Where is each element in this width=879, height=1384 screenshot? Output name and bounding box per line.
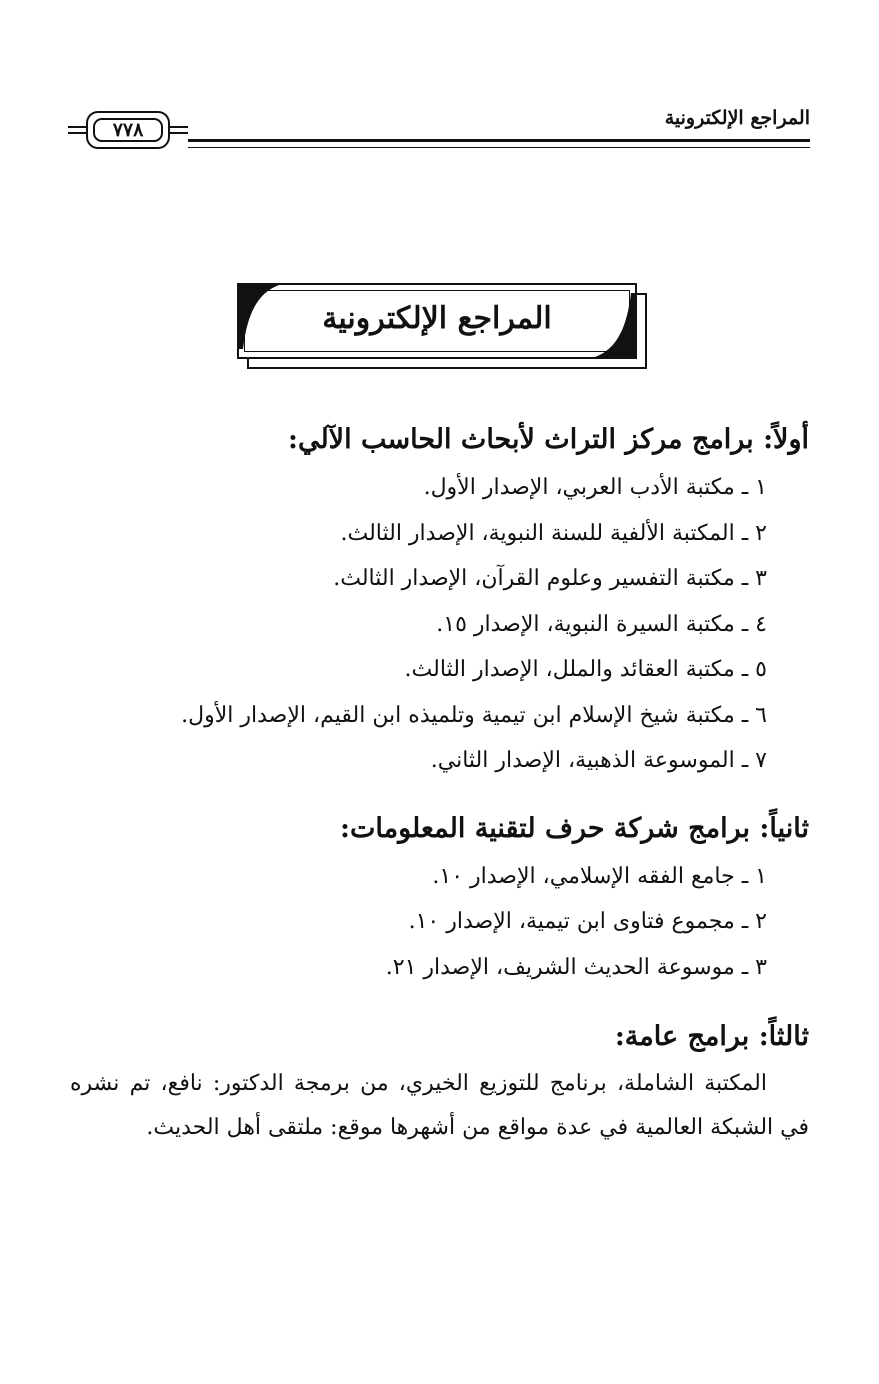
list-item: ٦ ـ مكتبة شيخ الإسلام ابن تيمية وتلميذه ابن القيم، الإصدار الأول. bbox=[181, 702, 767, 728]
list-item: ٥ ـ مكتبة العقائد والملل، الإصدار الثالث. bbox=[404, 657, 767, 682]
body-paragraph: المكتبة الشاملة، برنامج للتوزيع الخيري، من برمجة الدكتور: نافع، تم نشره في الشبكة العالمية في عدة مواقع من أشهرها موقع: ملتقى أهل الحديث. bbox=[70, 1071, 809, 1140]
list-item: ١ ـ جامع الفقه الإسلامي، الإصدار ١٠. bbox=[432, 863, 767, 889]
reference-list bbox=[70, 465, 809, 784]
list-item: ٣ ـ مكتبة التفسير وعلوم القرآن، الإصدار الثالث. bbox=[333, 566, 767, 591]
running-title: المراجع الإلكترونية bbox=[664, 107, 810, 129]
page-number-ornament bbox=[68, 111, 188, 151]
list-item: ٧ ـ الموسوعة الذهبية، الإصدار الثاني. bbox=[430, 748, 767, 773]
chapter-title-box bbox=[237, 283, 647, 369]
ornament-line-right bbox=[170, 126, 188, 134]
header-rule bbox=[188, 139, 810, 148]
list-item: ٤ ـ مكتبة السيرة النبوية، الإصدار ١٥. bbox=[436, 611, 767, 637]
page-number-frame-outer bbox=[86, 111, 170, 149]
list-item: ٢ ـ المكتبة الألفية للسنة النبوية، الإصدار الثالث. bbox=[340, 520, 767, 546]
page-body bbox=[70, 415, 809, 1150]
section-heading: ثالثاً: برامج عامة: bbox=[614, 1021, 809, 1052]
section-heading: أولاً: برامج مركز التراث لأبحاث الحاسب الآلي: bbox=[287, 424, 809, 455]
section-heading: ثانياً: برامج شركة حرف لتقنية المعلومات: bbox=[340, 812, 809, 844]
list-item: ٢ ـ مجموع فتاوى ابن تيمية، الإصدار ١٠. bbox=[408, 909, 767, 934]
page-number: ٧٧٨ bbox=[93, 118, 163, 142]
running-header bbox=[68, 103, 810, 155]
list-item: ١ ـ مكتبة الأدب العربي، الإصدار الأول. bbox=[423, 475, 767, 500]
ornament-line-left bbox=[68, 126, 86, 134]
chapter-box-frame bbox=[237, 283, 637, 359]
chapter-title: المراجع الإلكترونية bbox=[322, 301, 552, 336]
list-item: ٣ ـ موسوعة الحديث الشريف، الإصدار ٢١. bbox=[385, 954, 767, 980]
reference-list bbox=[70, 854, 809, 991]
